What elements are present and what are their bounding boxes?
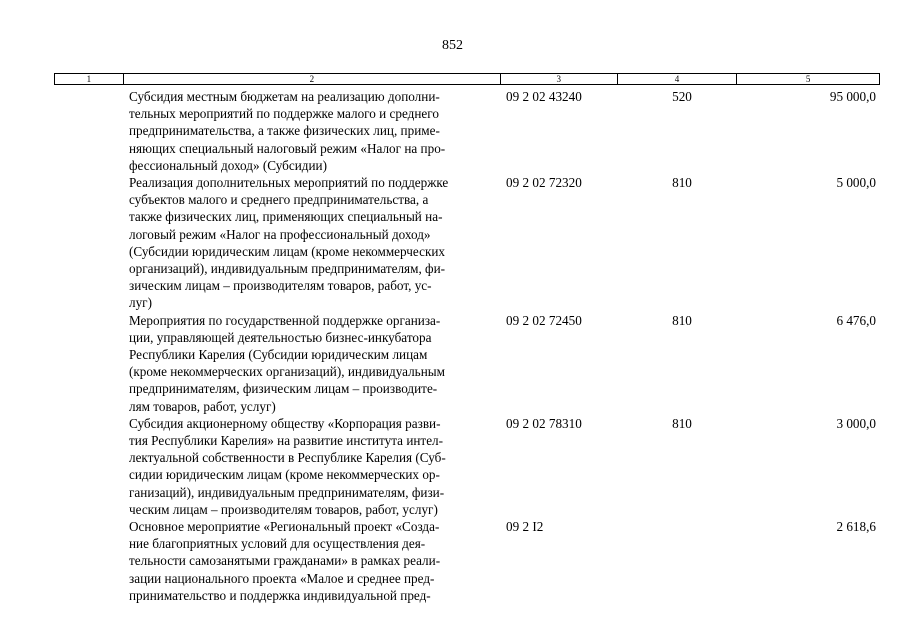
description-line: логовый режим «Налог на профессиональный доход» (129, 226, 431, 242)
description-line: ции, управляющей деятельностью бизнес-инкубатора (129, 329, 432, 345)
row-description (129, 174, 507, 312)
description-line: субъектов малого и среднего предпринимательства, а (129, 192, 429, 208)
description-line: организаций), индивидуальным предпринимателям, фи- (129, 261, 446, 277)
description-line: зическим лицам – производителям товаров, работ, ус- (129, 278, 432, 294)
row-type: 810 (672, 312, 692, 328)
page-number: 852 (442, 38, 463, 53)
row-type: 810 (672, 175, 692, 191)
description-line: тия Республики Карелия» на развитие института интел- (129, 433, 444, 449)
description-line: (Субсидии юридическим лицам (кроме некоммерческих (129, 243, 446, 259)
table-row (0, 312, 905, 415)
row-code: 09 2 02 72320 (506, 175, 582, 191)
table-row (0, 518, 905, 604)
description-line: (кроме некоммерческих организаций), индивидуальным (129, 364, 445, 380)
description-line: ганизаций), индивидуальным предпринимателям, физи- (129, 484, 445, 500)
row-amount: 5 000,0 (836, 175, 876, 191)
description-line: лям товаров, работ, услуг) (129, 398, 276, 414)
description-line: Основное мероприятие «Региональный проект «Созда- (129, 519, 440, 535)
row-description (129, 415, 507, 518)
table-row (0, 88, 905, 174)
row-description (129, 312, 507, 415)
row-type: 520 (672, 89, 692, 104)
row-code: 09 2 I2 (506, 519, 544, 535)
row-code: 09 2 02 78310 (506, 415, 582, 431)
row-code: 09 2 02 72450 (506, 312, 582, 328)
table-row (0, 174, 905, 312)
description-line: няющих специальный налоговый режим «Налог на про- (129, 140, 446, 156)
row-type: 810 (672, 415, 692, 431)
row-description (129, 518, 507, 604)
description-line: луг) (129, 295, 152, 311)
header-col-3: 3 (501, 74, 618, 84)
description-line: ческим лицам – производителям товаров, работ, услуг) (129, 501, 438, 517)
header-col-4: 4 (618, 74, 738, 84)
row-amount: 95 000,0 (829, 89, 876, 104)
description-line: Республики Карелия (Субсидии юридическим лицам (129, 347, 428, 363)
row-code: 09 2 02 43240 (506, 89, 582, 104)
description-line: Реализация дополнительных мероприятий по поддержке (129, 175, 449, 191)
table-header (54, 73, 880, 85)
description-line: тельности самозанятыми гражданами» в рамках реали- (129, 553, 441, 569)
header-col-2: 2 (124, 74, 501, 84)
table-body (0, 88, 905, 604)
row-description (129, 88, 507, 174)
description-line: предпринимателям, физическим лицам – производите- (129, 381, 438, 397)
description-line: фессиональный доход» (Субсидии) (129, 157, 327, 173)
description-line: Субсидия местным бюджетам на реализацию дополни- (129, 89, 440, 104)
description-line: тельных мероприятий по поддержке малого и среднего (129, 106, 439, 122)
description-line: предпринимательства, а также физических лиц, приме- (129, 123, 440, 139)
description-line: Субсидия акционерному обществу «Корпорация разви- (129, 415, 441, 431)
header-col-5: 5 (805, 74, 811, 84)
description-line: также физических лиц, применяющих специальный на- (129, 209, 443, 225)
row-amount: 3 000,0 (836, 415, 876, 431)
description-line: зации национального проекта «Малое и среднее пред- (129, 570, 435, 586)
row-amount: 6 476,0 (836, 312, 876, 328)
table-row (0, 415, 905, 518)
description-line: принимательство и поддержка индивидуальной пред- (129, 587, 431, 603)
description-line: ние благоприятных условий для осуществления дея- (129, 536, 426, 552)
header-col-1: 1 (55, 74, 124, 84)
description-line: Мероприятия по государственной поддержке организа- (129, 312, 441, 328)
row-amount: 2 618,6 (836, 519, 876, 535)
description-line: лектуальной собственности в Республике Карелия (Суб- (129, 450, 446, 466)
description-line: сидии юридическим лицам (кроме некоммерческих ор- (129, 467, 440, 483)
